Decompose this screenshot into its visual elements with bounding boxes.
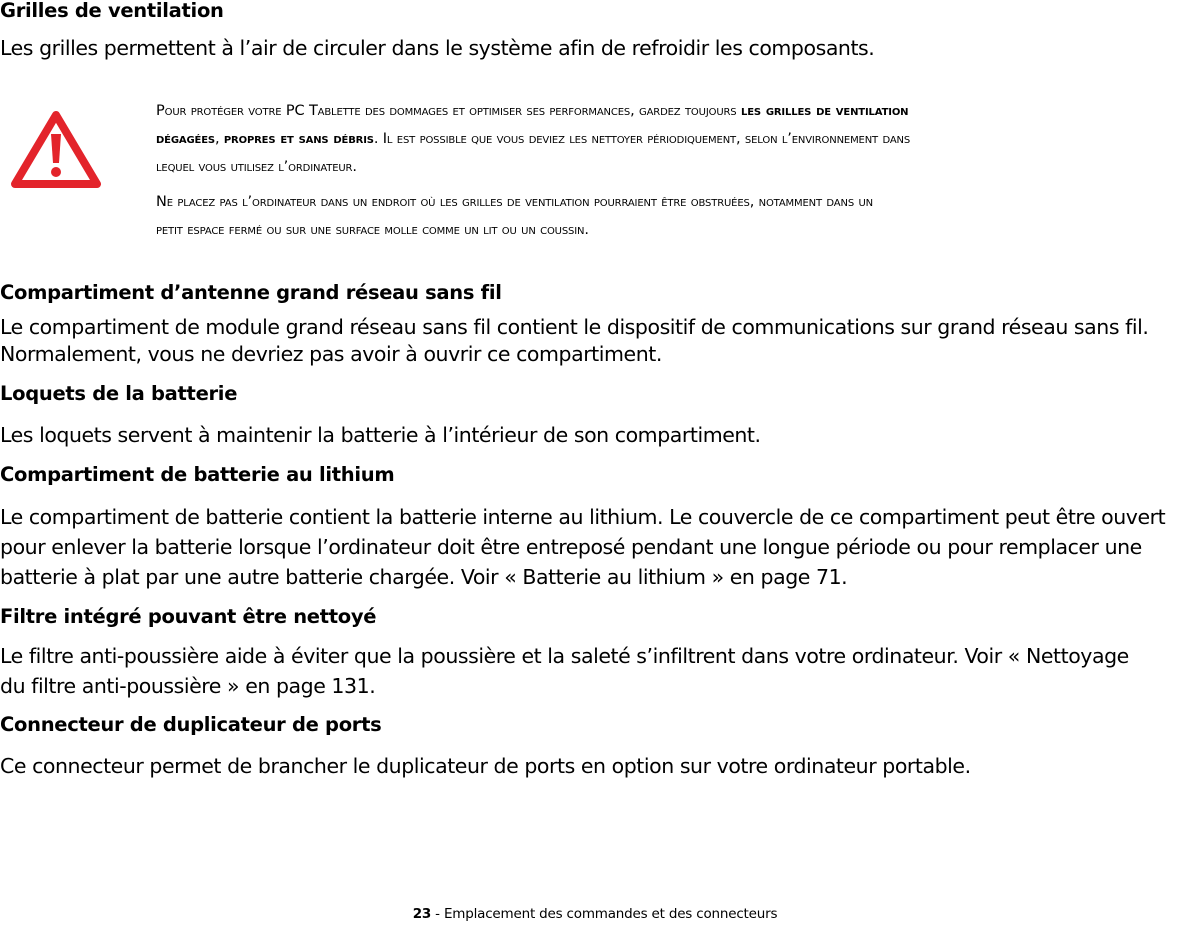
filter-heading: Filtre intégré pouvant être nettoyé [0,605,377,628]
latches-text: Les loquets servent à maintenir la batterie à l’intérieur de son compartiment. [0,423,761,447]
vents-text: Les grilles permettent à l’air de circuler dans le système afin de refroidir les composants. [0,36,875,60]
filter-text-line-2: du filtre anti-poussière » en page 131. [0,674,376,698]
vents-heading: Grilles de ventilation [0,0,224,22]
warning-paragraph-2 [156,188,1146,244]
footer-chapter: Emplacement des commandes et des connecteurs [443,906,778,922]
antenna-text-line-2: Normalement, vous ne devriez pas avoir à ouvrir ce compartiment. [0,342,662,366]
warning-p2-line-1: Ne placez pas l’ordinateur dans un endroit où les grilles de ventilation pourraient être obstruées, notamment dans un [156,194,873,210]
page-number: 23 [412,906,432,922]
latches-heading: Loquets de la batterie [0,382,238,405]
footer-separator: - [431,906,444,922]
battery-text-line-1: Le compartiment de batterie contient la batterie interne au lithium. Le couvercle de ce compartiment peut être ouvert [0,505,1166,529]
port-text: Ce connecteur permet de brancher le duplicateur de ports en option sur votre ordinateur portable. [0,754,971,778]
page-footer [0,906,1190,922]
warning-p1-line-3: lequel vous utilisez l’ordinateur. [156,159,357,175]
warning-triangle-icon [10,110,102,190]
warning-p2-line-2: petit espace fermé ou sur une surface molle comme un lit ou un coussin. [156,222,589,238]
battery-heading: Compartiment de batterie au lithium [0,463,395,486]
warning-p1-line-2: dégagées, propres et sans débris. Il est possible que vous deviez les nettoyer périodiquement, selon l’environnement dans [156,131,911,147]
warning-p1-line-1: Pour protéger votre PC Tablette des dommages et optimiser ses performances, gardez toujours les grilles de ventilation [156,103,909,119]
port-heading: Connecteur de duplicateur de ports [0,713,382,736]
antenna-text-line-1: Le compartiment de module grand réseau sans fil contient le dispositif de communications sur grand réseau sans fil. [0,315,1149,339]
battery-text-line-2: pour enlever la batterie lorsque l’ordinateur doit être entreposé pendant une longue période ou pour remplacer une [0,535,1142,559]
antenna-heading: Compartiment d’antenne grand réseau sans fil [0,281,502,304]
warning-paragraph-1 [156,97,1146,181]
filter-text-line-1: Le filtre anti-poussière aide à éviter que la poussière et la saleté s’infiltrent dans votre ordinateur. Voir « Nettoyage [0,644,1129,668]
battery-text-line-3: batterie à plat par une autre batterie chargée. Voir « Batterie au lithium » en page 71. [0,565,848,589]
